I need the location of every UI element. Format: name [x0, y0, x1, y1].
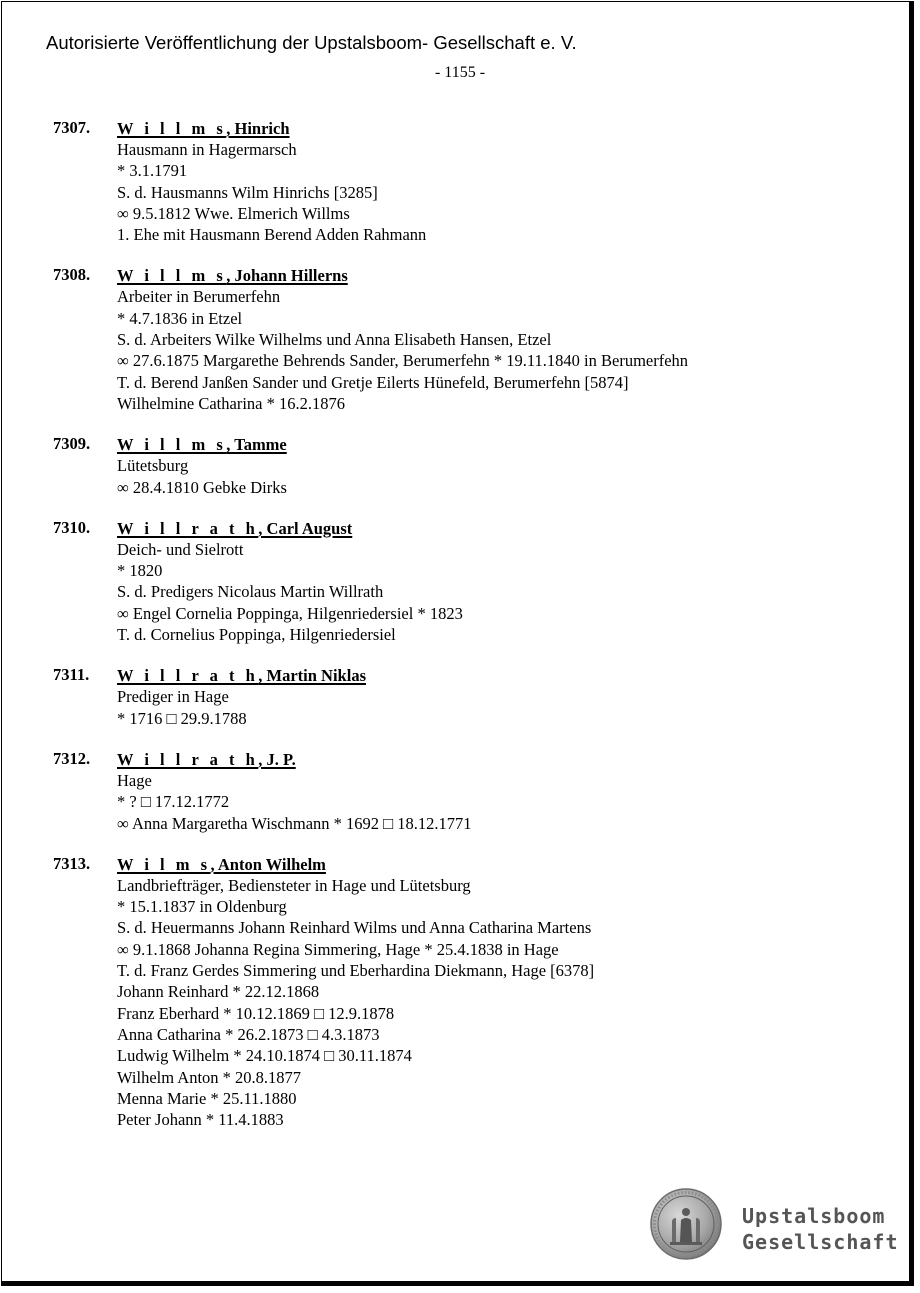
entry-name	[117, 665, 920, 686]
entry-line: Peter Johann * 11.4.1883	[117, 1110, 284, 1130]
entry-line: Wilhelmine Catharina * 16.2.1876	[117, 393, 345, 413]
entry-body	[117, 749, 920, 834]
entry-number: 7312.	[53, 748, 91, 768]
entry-line: Hage	[117, 770, 152, 790]
entry-line: * 1716 □ 29.9.1788	[117, 708, 247, 728]
entry-body	[117, 854, 920, 1131]
entry	[0, 665, 920, 729]
entry-body	[117, 434, 920, 498]
entry-surname: W i l l m s	[117, 266, 227, 286]
entry-line: 1. Ehe mit Hausmann Berend Adden Rahmann	[117, 225, 427, 245]
entry-name	[117, 265, 920, 286]
entry-body	[117, 118, 920, 245]
entry-line: T. d. Franz Gerdes Simmering und Eberhardina Diekmann, Hage [6378]	[117, 961, 595, 981]
entry-line: S. d. Predigers Nicolaus Martin Willrath	[117, 582, 384, 602]
entry-given-name: , J. P.	[258, 749, 296, 769]
entry-surname: W i l l r a t h	[117, 749, 259, 769]
entry-number: 7311.	[53, 665, 90, 685]
entry-list	[0, 118, 920, 1150]
entry	[0, 518, 920, 645]
entry-line: Lütetsburg	[117, 456, 189, 476]
entry-line: Prediger in Hage	[117, 687, 229, 707]
entry-given-name: , Hinrich	[226, 119, 290, 138]
entry-number: 7307.	[53, 118, 91, 137]
entry	[0, 265, 920, 414]
upstalsboom-logo	[650, 1188, 900, 1268]
entry-line: S. d. Heuermanns Johann Reinhard Wilms und Anna Catharina Martens	[117, 918, 592, 938]
entry-line: ∞ Anna Margaretha Wischmann * 1692 □ 18.12.1771	[117, 813, 472, 833]
entry-body	[117, 265, 920, 414]
entry-line: * 15.1.1837 in Oldenburg	[117, 897, 287, 917]
entry-line: * 3.1.1791	[117, 161, 188, 181]
entry-name	[117, 434, 920, 455]
entry-line: Franz Eberhard * 10.12.1869 □ 12.9.1878	[117, 1003, 395, 1023]
entry-line: Menna Marie * 25.11.1880	[117, 1088, 297, 1108]
entry-line: * 4.7.1836 in Etzel	[117, 308, 243, 328]
entry-line: S. d. Arbeiters Wilke Wilhelms und Anna Elisabeth Hansen, Etzel	[117, 330, 552, 350]
entry-line: * 1820	[117, 561, 163, 581]
entry-line: Anna Catharina * 26.2.1873 □ 4.3.1873	[117, 1024, 380, 1044]
logo-text-line1: Upstalsboom	[742, 1204, 886, 1228]
entry-name	[117, 854, 920, 875]
entry-line: Hausmann in Hagermarsch	[117, 140, 297, 159]
entry-line: Landbriefträger, Bediensteter in Hage und Lütetsburg	[117, 875, 471, 895]
seal-icon	[650, 1188, 722, 1260]
logo-text-line2: Gesellschaft	[742, 1230, 899, 1254]
entry-line: * ? □ 17.12.1772	[117, 792, 230, 812]
entry-surname: W i l l r a t h	[117, 666, 259, 686]
entry-line: Arbeiter in Berumerfehn	[117, 287, 281, 307]
page-header: Autorisierte Veröffentlichung der Upstalsboom- Gesellschaft e. V.	[46, 32, 577, 53]
entry-given-name: , Anton Wilhelm	[210, 854, 326, 874]
entry	[0, 854, 920, 1131]
entry-body	[117, 665, 920, 729]
entry-line: T. d. Berend Janßen Sander und Gretje Eilerts Hünefeld, Berumerfehn [5874]	[117, 372, 629, 392]
entry-name	[117, 518, 920, 539]
entry-line: Wilhelm Anton * 20.8.1877	[117, 1067, 302, 1087]
entry-given-name: , Tamme	[226, 435, 287, 455]
entry-surname: W i l m s	[117, 854, 211, 874]
entry-given-name: , Carl August	[258, 518, 353, 538]
page-number: - 1155 -	[434, 64, 486, 81]
entry-given-name: , Johann Hillerns	[226, 266, 348, 286]
entry	[0, 118, 920, 245]
entry-surname: W i l l m s	[117, 119, 227, 138]
entry-line: Ludwig Wilhelm * 24.10.1874 □ 30.11.1874	[117, 1046, 412, 1066]
entry-name	[117, 749, 920, 770]
entry-body	[117, 518, 920, 645]
entry-line: ∞ Engel Cornelia Poppinga, Hilgenriedersiel * 1823	[117, 603, 463, 623]
entry-line: ∞ 9.1.1868 Johanna Regina Simmering, Hage * 25.4.1838 in Hage	[117, 939, 559, 959]
entry-number: 7313.	[53, 853, 91, 873]
entry-line: ∞ 27.6.1875 Margarethe Behrends Sander, Berumerfehn * 19.11.1840 in Berumerfehn	[117, 351, 689, 371]
entry-line: Johann Reinhard * 22.12.1868	[117, 982, 320, 1002]
entry-surname: W i l l m s	[117, 435, 227, 455]
entry-line: S. d. Hausmanns Wilm Hinrichs [3285]	[117, 182, 378, 202]
entry-line: ∞ 28.4.1810 Gebke Dirks	[117, 477, 287, 497]
entry-surname: W i l l r a t h	[117, 518, 259, 538]
entry-line: T. d. Cornelius Poppinga, Hilgenriedersiel	[117, 625, 396, 645]
entry-number: 7308.	[53, 265, 91, 285]
entry-given-name: , Martin Niklas	[258, 666, 366, 686]
entry	[0, 434, 920, 498]
entry	[0, 749, 920, 834]
entry-line: Deich- und Sielrott	[117, 539, 244, 559]
entry-number: 7310.	[53, 517, 91, 537]
entry-name	[117, 118, 920, 139]
entry-line: ∞ 9.5.1812 Wwe. Elmerich Willms	[117, 203, 350, 223]
entry-number: 7309.	[53, 434, 91, 454]
